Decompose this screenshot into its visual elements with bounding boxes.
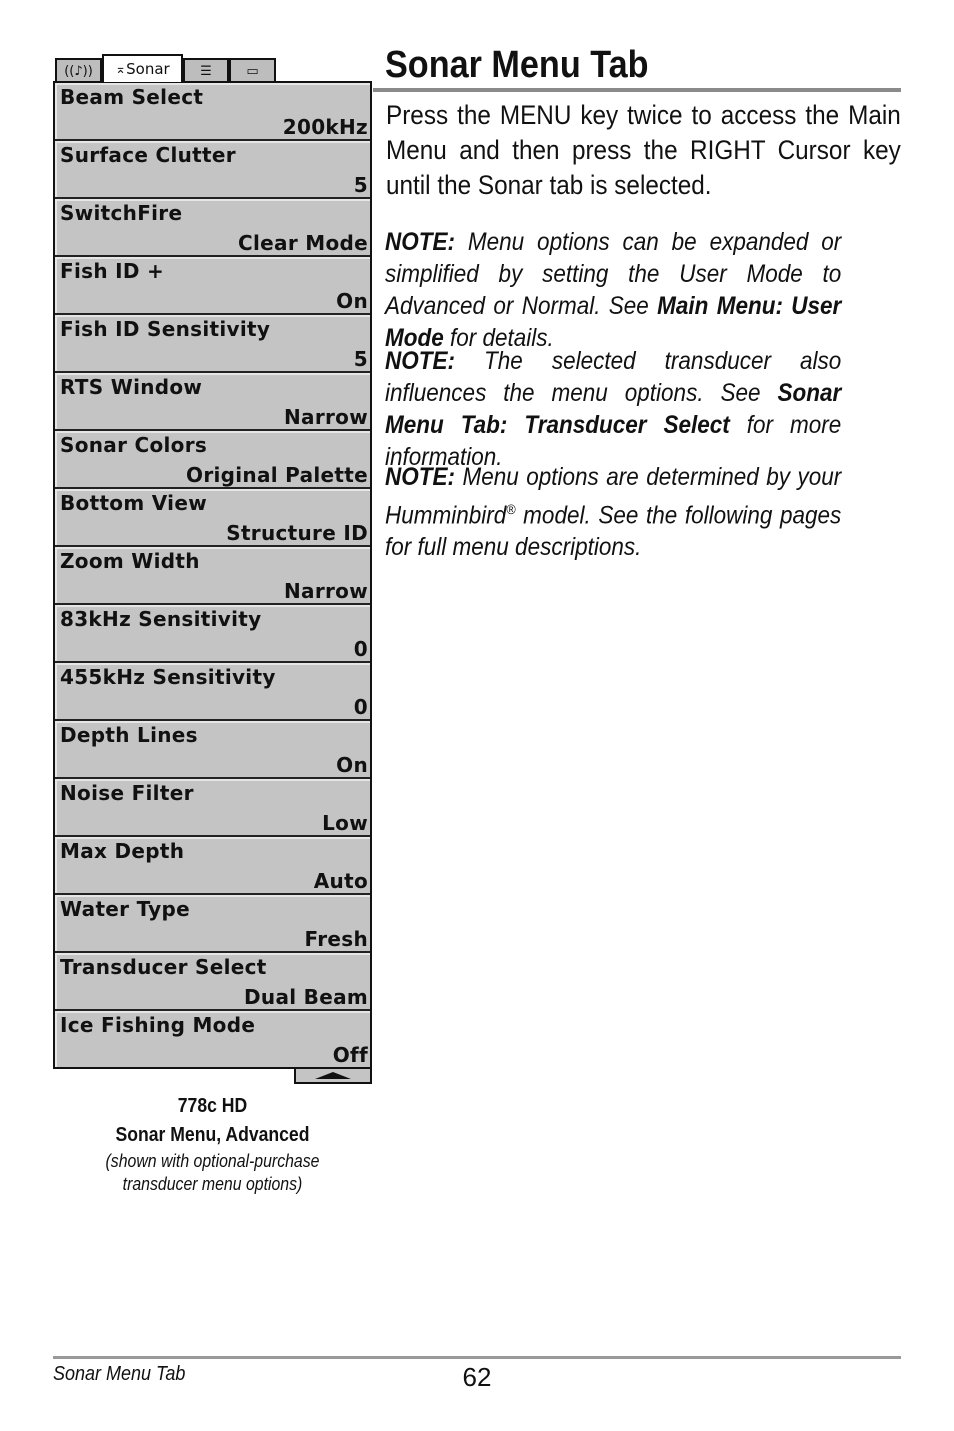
menu-item-value: Original Palette <box>186 463 368 487</box>
note-model <box>385 461 841 563</box>
caption-note-line-1: (shown with optional-purchase <box>105 1151 320 1171</box>
tab-views[interactable] <box>229 58 276 82</box>
menu-item-value: Narrow <box>284 405 368 429</box>
menu-item-value: 5 <box>353 173 368 197</box>
menu-item-value: Low <box>322 811 368 835</box>
menu-item-ice-fishing-mode[interactable] <box>55 1011 370 1067</box>
scroll-up-arrow-icon <box>315 1072 351 1079</box>
menu-item-value: 0 <box>353 695 368 719</box>
menu-item-label: Noise Filter <box>60 781 194 805</box>
menu-item-bottom-view[interactable] <box>55 489 370 547</box>
page-title: Sonar Menu Tab <box>385 44 649 86</box>
menu-item-value: Fresh <box>304 927 368 951</box>
note-reference: Main Menu: User Mode <box>385 292 842 352</box>
registered-mark: ® <box>506 501 516 517</box>
note-text: Menu options are determined by your Humminbird <box>385 463 842 530</box>
menu-item-label: SwitchFire <box>60 201 183 225</box>
menu-item-transducer-select[interactable] <box>55 953 370 1011</box>
menu-item-rts-window[interactable] <box>55 373 370 431</box>
note-user-mode <box>385 226 841 354</box>
menu-item-value: Off <box>332 1043 368 1067</box>
sonar-icon: ⌅ <box>115 61 127 77</box>
menu-item-fish-id[interactable] <box>55 257 370 315</box>
menu-item-beam-select[interactable] <box>55 83 370 141</box>
menu-item-sonar-colors[interactable] <box>55 431 370 489</box>
menu-item-83khz-sensitivity[interactable] <box>55 605 370 663</box>
menu-item-value: 200kHz <box>282 115 368 139</box>
menu-tab-bar <box>53 54 372 82</box>
tab-setup[interactable] <box>183 58 229 82</box>
view-icon: ▭ <box>246 63 259 79</box>
alarm-icon: ((♪)) <box>64 63 93 79</box>
menu-item-label: 455kHz Sensitivity <box>60 665 276 689</box>
menu-item-value: Narrow <box>284 579 368 603</box>
menu-item-max-depth[interactable] <box>55 837 370 895</box>
menu-item-label: Beam Select <box>60 85 204 109</box>
setup-icon: ☰ <box>200 63 212 79</box>
figure-caption <box>53 1092 372 1196</box>
menu-item-value: On <box>336 289 368 313</box>
menu-item-fish-id-sensitivity[interactable] <box>55 315 370 373</box>
menu-item-label: Fish ID + <box>60 259 165 283</box>
menu-item-label: 83kHz Sensitivity <box>60 607 262 631</box>
tab-sonar-label: Sonar <box>126 60 170 78</box>
note-lead: NOTE: <box>385 347 456 375</box>
caption-model: 778c HD <box>177 1095 248 1117</box>
note-text: for more information. <box>385 411 842 471</box>
menu-item-label: RTS Window <box>60 375 203 399</box>
menu-item-label: Transducer Select <box>60 955 267 979</box>
menu-item-value: Structure ID <box>226 521 368 545</box>
caption-title: Sonar Menu, Advanced <box>115 1124 310 1146</box>
note-text: The selected transducer also influences the menu options. See <box>385 347 842 407</box>
footer-section-title: Sonar Menu Tab <box>53 1363 186 1385</box>
menu-item-label: Surface Clutter <box>60 143 236 167</box>
menu-item-value: 5 <box>353 347 368 371</box>
title-divider <box>373 88 901 92</box>
menu-item-switchfire[interactable] <box>55 199 370 257</box>
scroll-tab[interactable] <box>294 1068 372 1084</box>
menu-item-surface-clutter[interactable] <box>55 141 370 199</box>
sonar-menu-screenshot <box>53 54 372 1069</box>
menu-item-depth-lines[interactable] <box>55 721 370 779</box>
note-reference: Sonar Menu Tab: Transducer Select <box>385 379 842 439</box>
menu-item-455khz-sensitivity[interactable] <box>55 663 370 721</box>
menu-item-label: Fish ID Sensitivity <box>60 317 271 341</box>
note-text: for details. <box>443 324 554 352</box>
note-text: Menu options can be expanded or simplified by setting the User Mode to Advanced or Normal. See <box>385 228 842 320</box>
menu-item-label: Zoom Width <box>60 549 200 573</box>
menu-item-value: 0 <box>353 637 368 661</box>
menu-item-label: Max Depth <box>60 839 185 863</box>
menu-item-noise-filter[interactable] <box>55 779 370 837</box>
footer-divider <box>53 1356 901 1359</box>
menu-item-label: Sonar Colors <box>60 433 208 457</box>
tab-alarms[interactable] <box>55 58 102 82</box>
menu-item-label: Bottom View <box>60 491 207 515</box>
menu-item-value: On <box>336 753 368 777</box>
menu-item-water-type[interactable] <box>55 895 370 953</box>
note-lead: NOTE: <box>385 463 456 491</box>
menu-item-zoom-width[interactable] <box>55 547 370 605</box>
sonar-menu-list <box>53 81 372 1069</box>
note-text: model. See the following pages for full menu descriptions. <box>385 501 842 562</box>
note-lead: NOTE: <box>385 228 456 256</box>
menu-item-value: Auto <box>313 869 368 893</box>
menu-item-value: Dual Beam <box>244 985 368 1009</box>
caption-note-line-2: transducer menu options) <box>122 1174 303 1194</box>
menu-item-label: Water Type <box>60 897 190 921</box>
page-number: 62 <box>462 1362 492 1392</box>
menu-item-label: Depth Lines <box>60 723 198 747</box>
tab-sonar[interactable] <box>102 54 183 82</box>
intro-paragraph: Press the MENU key twice to access the Main Menu and then press the RIGHT Cursor key until the Sonar tab is selected. <box>386 100 901 200</box>
menu-item-label: Ice Fishing Mode <box>60 1013 256 1037</box>
menu-item-value: Clear Mode <box>238 231 368 255</box>
note-transducer <box>385 345 841 473</box>
